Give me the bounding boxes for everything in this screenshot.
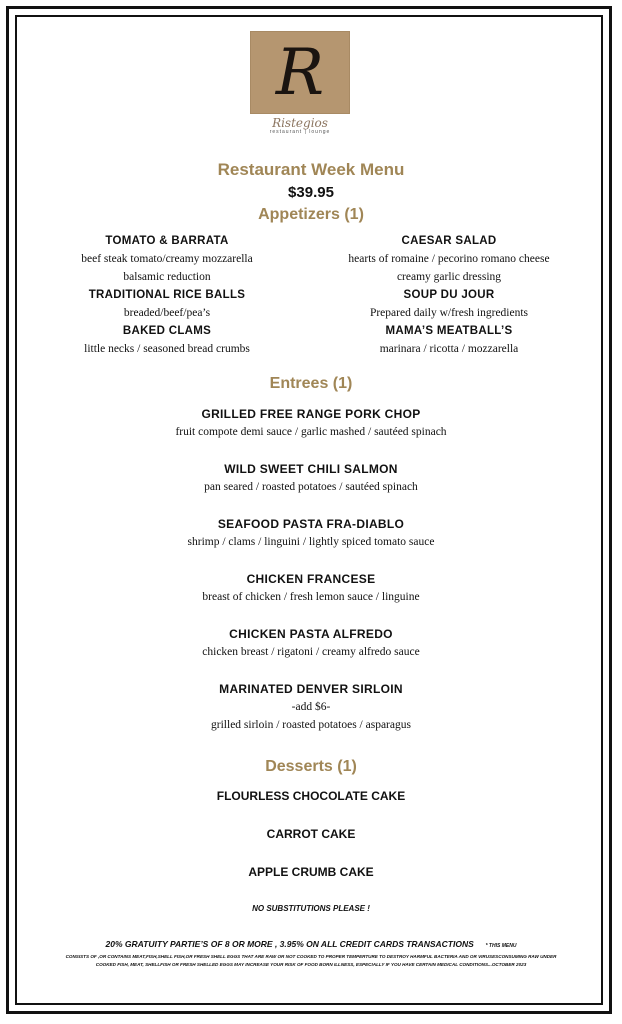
entrees-list <box>18 405 604 753</box>
appetizer-desc: hearts of romaine / pecorino romano cheese <box>348 253 550 265</box>
logo-subtitle: restaurant | lounge <box>269 129 331 135</box>
entree-item <box>18 405 604 441</box>
entree-item <box>18 680 604 734</box>
dessert-item: APPLE CRUMB CAKE <box>248 865 374 879</box>
entree-title: GRILLED FREE RANGE PORK CHOP <box>201 407 421 421</box>
entree-title: SEAFOOD PASTA FRA-DIABLO <box>217 517 405 531</box>
entree-desc: grilled sirloin / roasted potatoes / asparagus <box>211 719 411 731</box>
appetizer-title: CAESAR SALAD <box>401 235 497 247</box>
appetizer-title: MAMA’S MEATBALL’S <box>385 325 513 337</box>
appetizer-item <box>32 322 302 358</box>
appetizer-desc: little necks / seasoned bread crumbs <box>84 343 250 355</box>
menu-title: Restaurant Week Menu <box>217 160 405 179</box>
entree-title: WILD SWEET CHILI SALMON <box>224 462 398 476</box>
appetizer-title: TOMATO & BARRATA <box>105 235 229 247</box>
entree-title: CHICKEN PASTA ALFREDO <box>229 627 393 641</box>
desserts-list <box>18 787 604 901</box>
entree-desc: shrimp / clams / linguini / lightly spiced tomato sauce <box>187 536 435 548</box>
dessert-item: FLOURLESS CHOCOLATE CAKE <box>216 789 406 803</box>
gratuity-note <box>18 939 604 949</box>
appetizer-item <box>314 322 584 358</box>
desserts-heading: Desserts (1) <box>265 758 357 775</box>
no-substitutions-note: NO SUBSTITUTIONS PLEASE ! <box>252 904 370 913</box>
appetizer-item <box>314 286 584 322</box>
appetizers-right-column <box>314 232 584 358</box>
entree-upcharge: -add $6- <box>291 701 331 713</box>
entree-item <box>18 570 604 606</box>
appetizer-desc: balsamic reduction <box>123 271 211 283</box>
entree-title: CHICKEN FRANCESE <box>246 572 376 586</box>
entrees-heading: Entrees (1) <box>269 375 353 392</box>
appetizer-title: SOUP DU JOUR <box>403 289 495 301</box>
entree-desc: fruit compote demi sauce / garlic mashed / sautéed spinach <box>175 426 447 438</box>
entree-item <box>18 460 604 496</box>
logo-box <box>250 31 350 114</box>
entree-item <box>18 515 604 551</box>
appetizers-left-column <box>32 232 302 358</box>
gratuity-note-marker: * THIS MENU <box>485 943 517 949</box>
appetizer-desc: marinara / ricotta / mozzarella <box>379 343 519 355</box>
appetizer-desc: Prepared daily w/fresh ingredients <box>369 307 529 319</box>
appetizer-desc: creamy garlic dressing <box>396 271 502 283</box>
entree-item <box>18 625 604 661</box>
appetizers-heading: Appetizers (1) <box>258 206 364 223</box>
dessert-item: CARROT CAKE <box>266 827 356 841</box>
appetizer-item <box>314 232 584 286</box>
entree-title: MARINATED DENVER SIRLOIN <box>219 682 403 696</box>
gratuity-text: 20% GRATUITY PARTIE’S OF 8 OR MORE , 3.95% ON ALL CREDIT CARDS TRANSACTIONS <box>105 939 474 949</box>
entree-desc: pan seared / roasted potatoes / sautéed spinach <box>204 481 418 493</box>
appetizer-title: TRADITIONAL RICE BALLS <box>88 289 246 301</box>
food-safety-disclaimer: CONSISTS OF ,OR CONTAINS MEAT,FISH,SHELL FISH,OR FRESH SHELL EGGS THAT ARE RAW OR NOT COOKED TO PROPER TEMPERTURE TO DESTROY HARMFUL BACTERIA AND OR VIRUSESCONSUMING RAW UNDER COOKED FISH, MEAT, SHELLFISH OR FRESH SHELLED EGGS MAY INCREASE YOUR RISK OF FOOD BORN ILLNESS, ESPECIALLY IF YOU HAVE CERTAIN MEDICAL CONDITIONS...OCTOBER 2023 <box>65 954 557 967</box>
restaurant-logo <box>250 31 350 135</box>
menu-price: $39.95 <box>288 184 334 201</box>
appetizer-title: BAKED CLAMS <box>122 325 212 337</box>
entree-desc: breast of chicken / fresh lemon sauce / linguine <box>202 591 420 603</box>
appetizer-desc: beef steak tomato/creamy mozzarella <box>81 253 253 265</box>
logo-letter: R <box>275 35 325 110</box>
appetizer-item <box>32 286 302 322</box>
entree-desc: chicken breast / rigatoni / creamy alfredo sauce <box>202 646 420 658</box>
appetizer-item <box>32 232 302 286</box>
appetizer-desc: breaded/beef/pea’s <box>123 307 211 319</box>
logo-script: Ristegios <box>272 116 328 130</box>
